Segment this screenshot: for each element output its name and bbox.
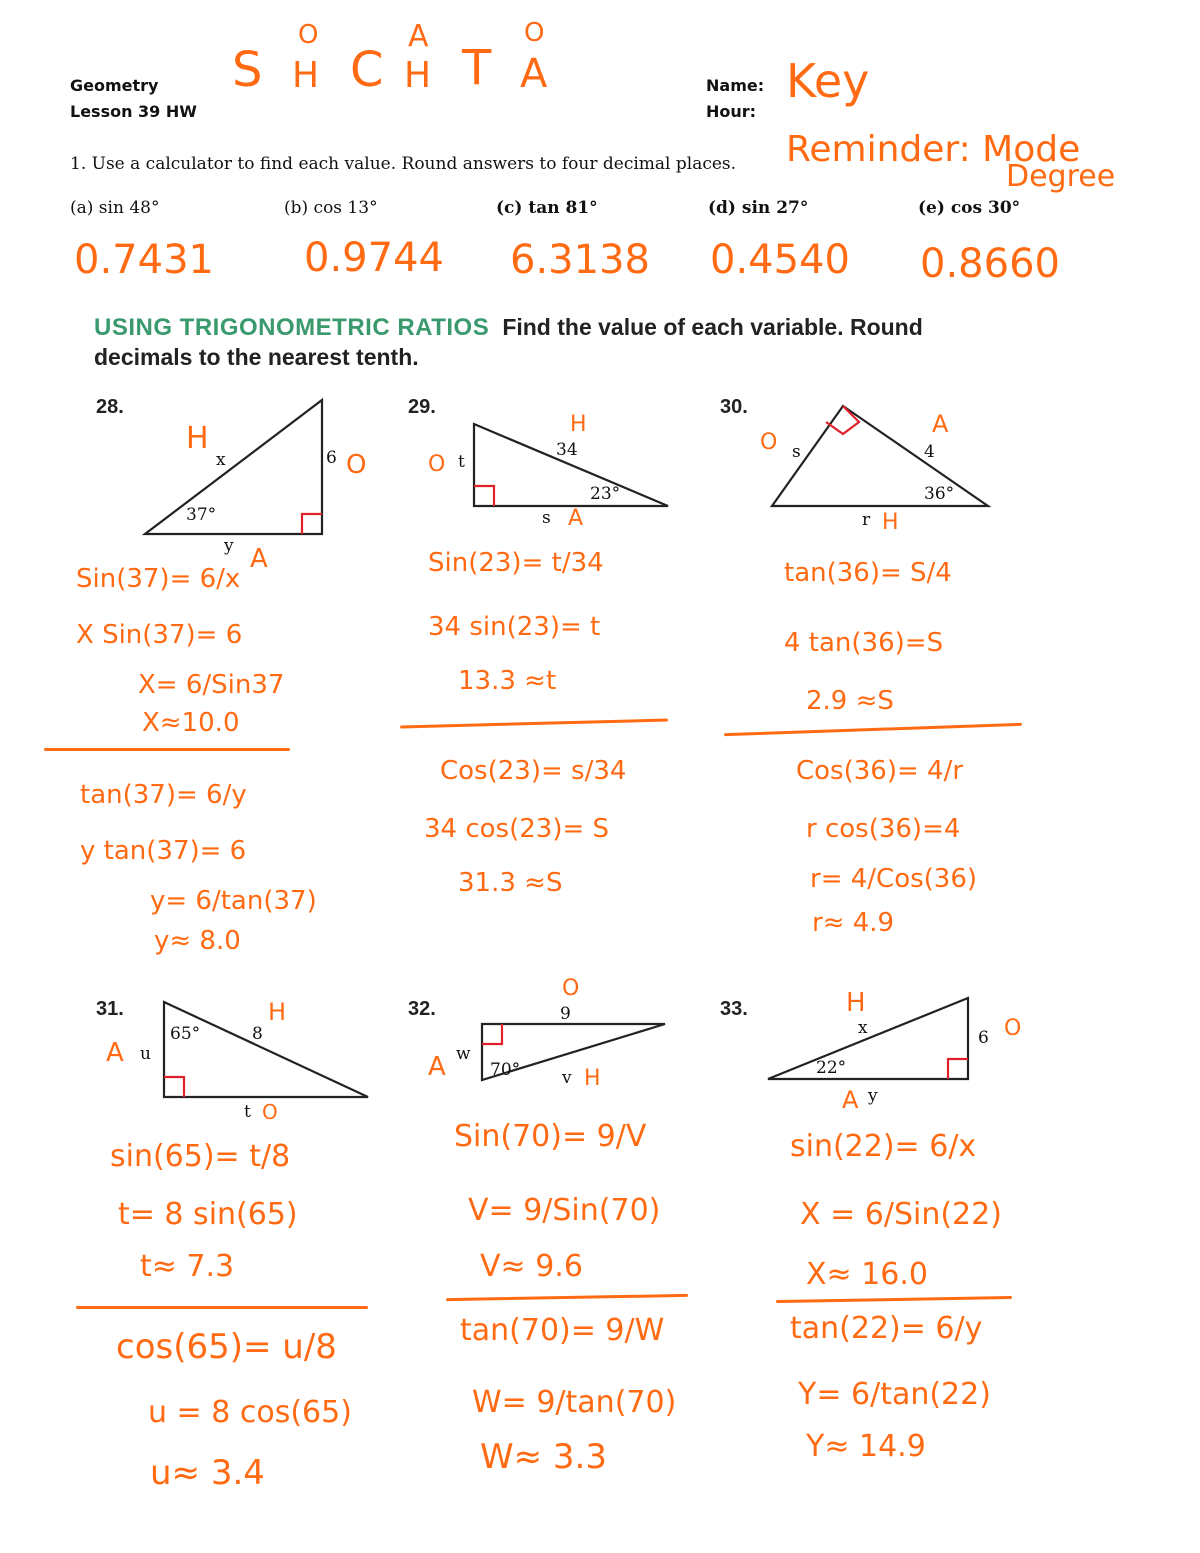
p33-mark-o: O	[1004, 1016, 1022, 1041]
section-instruction-b: decimals to the nearest tenth.	[94, 344, 419, 370]
p32-mark-h: H	[584, 1066, 601, 1091]
p28-mark-a: A	[250, 544, 268, 574]
p29-label-t: t	[458, 452, 465, 472]
p32-mark-a: A	[428, 1052, 446, 1082]
p33-work2-line1: tan(22)= 6/y	[790, 1311, 983, 1346]
p32-mark-o: O	[562, 976, 580, 1001]
p31-mark-o: O	[262, 1100, 278, 1124]
p33-work2-line3: Y≈ 14.9	[806, 1429, 926, 1464]
p28-work1-line4: X≈10.0	[142, 708, 240, 738]
right-angle-28	[302, 514, 322, 534]
hour-label: Hour:	[706, 102, 757, 121]
p29-label-angle: 23°	[590, 484, 621, 504]
problem-33-number: 33.	[720, 998, 748, 1020]
p30-work1-line3: 2.9 ≈S	[806, 686, 894, 716]
p33-label-y: y	[868, 1086, 878, 1106]
triangle-30	[772, 406, 988, 506]
section-title: USING TRIGONOMETRIC RATIOS	[94, 314, 490, 341]
p32-work1-line1: Sin(70)= 9/V	[454, 1119, 647, 1154]
p33-label-x: x	[858, 1018, 868, 1038]
section-instruction-a: Find the value of each variable. Round	[502, 314, 923, 340]
p30-label-r: r	[862, 510, 871, 530]
p33-work2-line2: Y= 6/tan(22)	[798, 1377, 991, 1412]
p33-mark-h: H	[846, 988, 866, 1018]
p30-mark-o: O	[760, 430, 778, 455]
problem-30-number: 30.	[720, 396, 748, 418]
p33-work1-line1: sin(22)= 6/x	[790, 1129, 977, 1164]
p28-mark-o: O	[346, 450, 367, 480]
triangle-28	[145, 400, 322, 534]
p32-work2-line1: tan(70)= 9/W	[460, 1313, 665, 1348]
p29-mark-o: O	[428, 452, 446, 477]
p32-work1-line3: V≈ 9.6	[480, 1249, 583, 1284]
p31-work1-line3: t≈ 7.3	[140, 1249, 235, 1284]
p28-label-y: y	[224, 536, 234, 556]
p33-work1-line3: X≈ 16.0	[806, 1257, 929, 1292]
lesson-title: Lesson 39 HW	[70, 102, 197, 121]
p28-label-side: 6	[326, 448, 337, 468]
p31-label-hyp: 8	[252, 1024, 263, 1044]
triangle-33	[768, 998, 968, 1079]
p30-work2-line2: r cos(36)=4	[806, 814, 961, 844]
p30-mark-h: H	[882, 510, 899, 535]
p30-work2-line4: r≈ 4.9	[812, 908, 895, 938]
mnemonic-o1: O	[298, 20, 319, 50]
problem-31-number: 31.	[96, 998, 124, 1020]
right-angle-31	[164, 1077, 184, 1097]
p32-work2-line2: W= 9/tan(70)	[472, 1385, 677, 1420]
problem-29-number: 29.	[408, 396, 436, 418]
p31-work2-line1: cos(65)= u/8	[116, 1327, 337, 1367]
p28-work1-line2: X Sin(37)= 6	[76, 620, 243, 650]
p32-label-top: 9	[560, 1004, 571, 1024]
part-c-label: (c) tan 81°	[496, 198, 598, 218]
p32-label-angle: 70°	[490, 1060, 521, 1080]
reminder-line-2: Degree	[1006, 159, 1116, 194]
p31-label-u: u	[140, 1044, 151, 1064]
p28-divider	[44, 748, 290, 751]
p33-label-angle: 22°	[816, 1058, 847, 1078]
p28-work1-line1: Sin(37)= 6/x	[76, 564, 241, 594]
p31-work1-line1: sin(65)= t/8	[110, 1139, 291, 1174]
p32-label-v: v	[562, 1068, 572, 1088]
part-e-label: (e) cos 30°	[918, 198, 1021, 218]
p29-label-hyp: 34	[556, 440, 578, 460]
part-b-label: (b) cos 13°	[284, 198, 378, 218]
p29-label-s: s	[542, 508, 551, 528]
p28-work2-line1: tan(37)= 6/y	[80, 780, 247, 810]
p30-work2-line3: r= 4/Cos(36)	[810, 864, 978, 894]
mnemonic-a2: A	[520, 51, 548, 97]
p28-mark-h: H	[186, 421, 209, 456]
part-a-label: (a) sin 48°	[70, 198, 160, 218]
mnemonic-o2: O	[524, 18, 545, 48]
mnemonic-h1: H	[292, 55, 320, 96]
p29-mark-h: H	[570, 412, 587, 437]
p30-work1-line1: tan(36)= S/4	[784, 558, 952, 588]
p33-mark-a: A	[842, 1086, 859, 1114]
p29-work1-line2: 34 sin(23)= t	[428, 612, 601, 642]
name-label: Name:	[706, 76, 765, 95]
problem-28-number: 28.	[96, 396, 124, 418]
question-1-prompt: 1. Use a calculator to find each value. Round answers to four decimal places.	[70, 154, 737, 174]
p29-work1-line3: 13.3 ≈t	[458, 666, 557, 696]
name-value: Key	[786, 54, 870, 108]
p31-label-angle: 65°	[170, 1024, 201, 1044]
p33-label-side: 6	[978, 1028, 989, 1048]
part-b-answer: 0.9744	[304, 235, 444, 281]
mnemonic-h2: H	[404, 55, 432, 96]
p32-label-w: w	[456, 1044, 471, 1064]
p30-label-angle: 36°	[924, 484, 955, 504]
p30-work2-line1: Cos(36)= 4/r	[796, 756, 964, 786]
p28-work2-line2: y tan(37)= 6	[80, 836, 247, 866]
p31-work1-line2: t= 8 sin(65)	[118, 1197, 298, 1232]
part-d-answer: 0.4540	[710, 237, 850, 283]
p32-work1-line2: V= 9/Sin(70)	[468, 1193, 661, 1228]
problem-32-number: 32.	[408, 998, 436, 1020]
p31-mark-h: H	[268, 998, 287, 1026]
mnemonic-t: T	[462, 40, 492, 96]
right-angle-33	[948, 1059, 968, 1079]
p31-divider	[76, 1306, 368, 1309]
part-d-label: (d) sin 27°	[708, 198, 809, 218]
p28-work1-line3: X= 6/Sin37	[138, 670, 285, 700]
p31-label-t: t	[244, 1102, 251, 1122]
part-a-answer: 0.7431	[74, 237, 214, 283]
p31-work2-line3: u≈ 3.4	[150, 1453, 265, 1493]
p29-mark-a: A	[568, 506, 584, 531]
triangle-31	[164, 998, 368, 1097]
p28-work2-line4: y≈ 8.0	[154, 926, 241, 956]
part-c-answer: 6.3138	[510, 237, 650, 283]
p29-work1-line1: Sin(23)= t/34	[428, 548, 604, 578]
mnemonic-c: C	[350, 42, 384, 98]
p29-work2-line2: 34 cos(23)= S	[424, 814, 610, 844]
p31-work2-line2: u = 8 cos(65)	[148, 1395, 352, 1430]
p30-mark-a: A	[932, 410, 949, 438]
p30-label-s: s	[792, 442, 801, 462]
p29-work2-line1: Cos(23)= s/34	[440, 756, 627, 786]
right-angle-32	[482, 1024, 502, 1044]
right-angle-30	[826, 406, 859, 434]
p29-work2-line3: 31.3 ≈S	[458, 868, 563, 898]
reminder-line-1: Reminder: Mode	[786, 129, 1081, 170]
right-angle-29	[474, 486, 494, 506]
p33-work1-line2: X = 6/Sin(22)	[800, 1197, 1002, 1232]
p30-label-side: 4	[924, 442, 935, 462]
p28-label-x: x	[216, 450, 226, 470]
part-e-answer: 0.8660	[920, 241, 1060, 287]
p32-work2-line3: W≈ 3.3	[480, 1437, 607, 1477]
p31-mark-a: A	[106, 1038, 124, 1068]
course-title: Geometry	[70, 76, 159, 95]
p30-work1-line2: 4 tan(36)=S	[784, 628, 944, 658]
p28-label-angle: 37°	[186, 505, 217, 525]
mnemonic-s: S	[232, 42, 263, 98]
mnemonic-a: A	[408, 19, 429, 54]
p28-work2-line3: y= 6/tan(37)	[150, 886, 317, 916]
